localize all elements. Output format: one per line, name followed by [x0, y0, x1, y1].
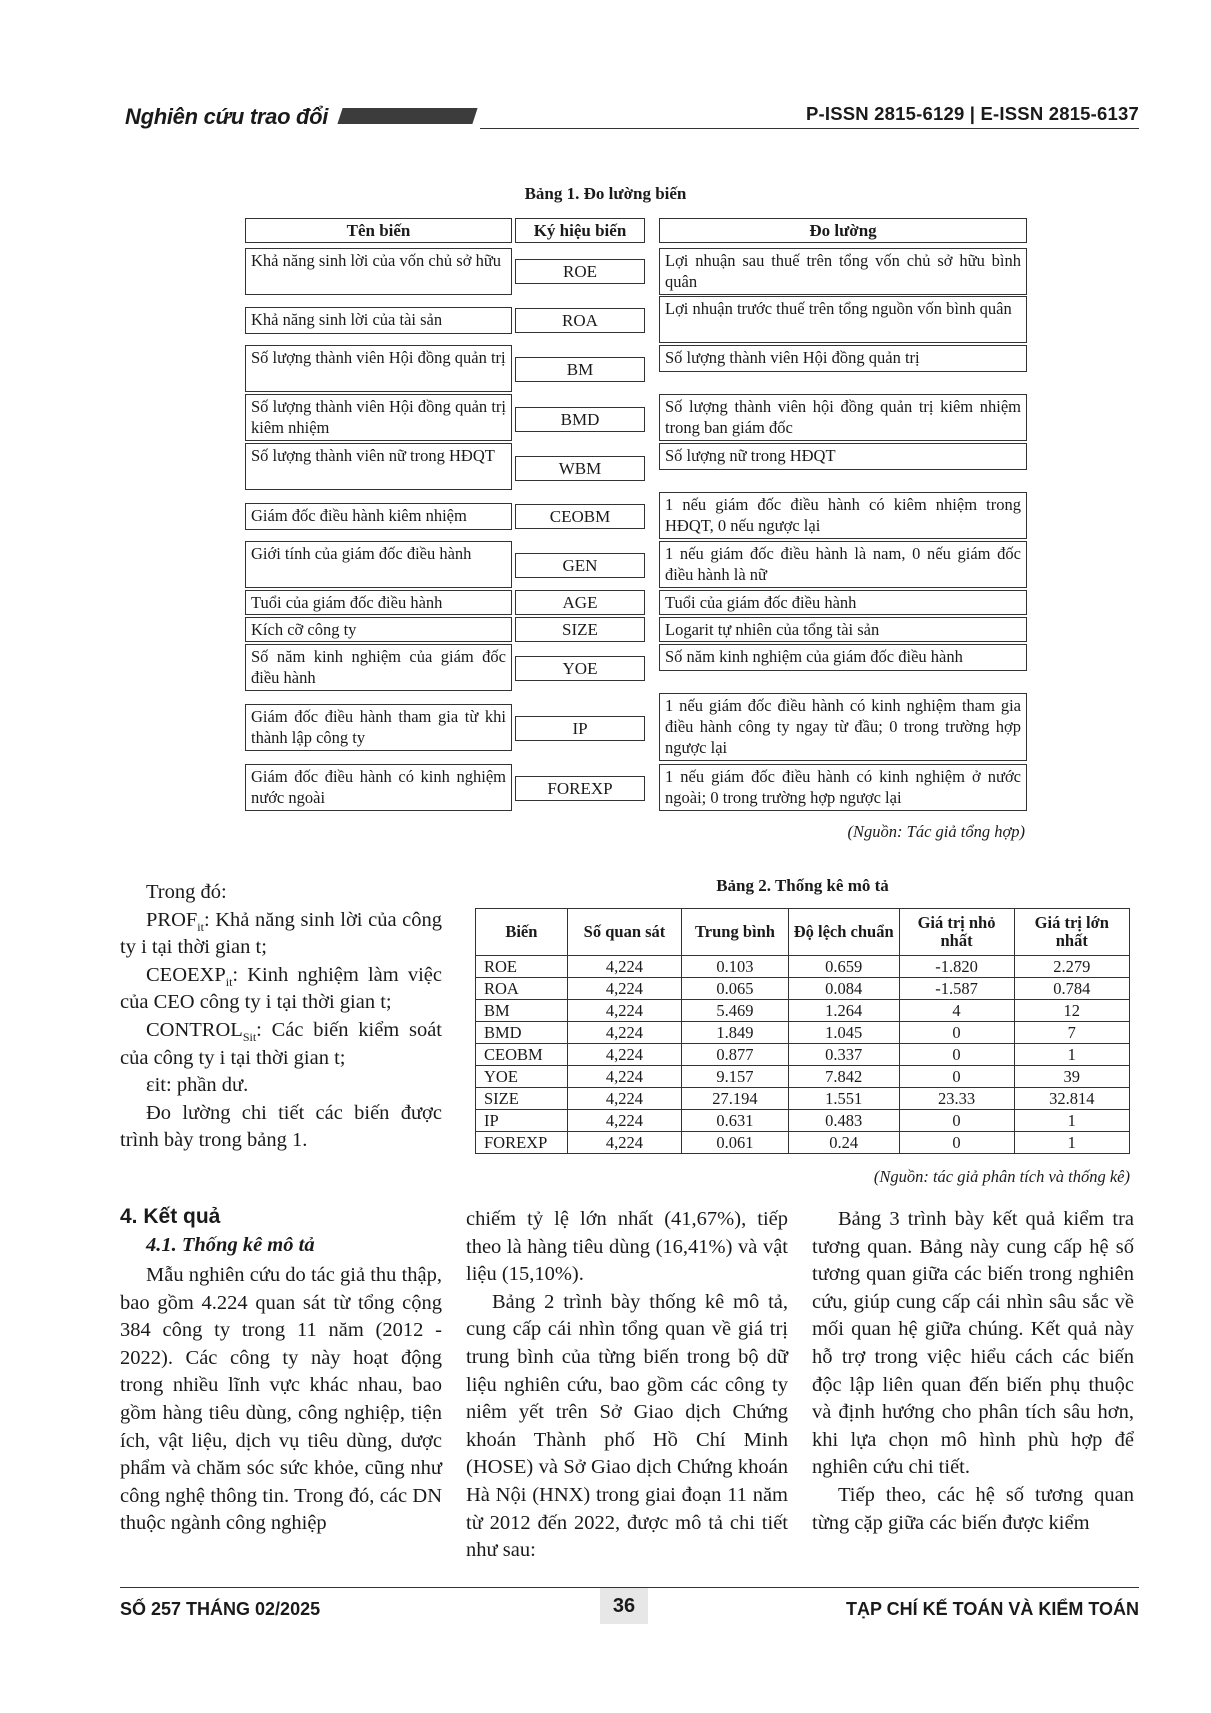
value-cell: 0.877: [682, 1044, 789, 1066]
value-cell: 0.103: [682, 956, 789, 978]
value-cell: 0.659: [788, 956, 899, 978]
table2-header: Số quan sát: [567, 909, 681, 956]
table2-header: Độ lệch chuẩn: [788, 909, 899, 956]
value-cell: 0.24: [788, 1132, 899, 1154]
variable-cell: BM: [476, 1000, 568, 1022]
table1-measure-cell: Lợi nhuận sau thuế trên tổng vốn chủ sở hữu bình quân: [659, 248, 1027, 295]
table2-header: Biến: [476, 909, 568, 956]
definitions-block: [120, 879, 442, 1155]
table1-header-name: Tên biến: [245, 218, 512, 243]
table2-title: Bảng 2. Thống kê mô tả: [716, 876, 889, 895]
table1-measure-cell: Tuổi của giám đốc điều hành: [659, 590, 1027, 615]
value-cell: -1.587: [899, 978, 1014, 1000]
table1-name-cell: Số lượng thành viên nữ trong HĐQT: [245, 443, 512, 490]
value-cell: 0.784: [1014, 978, 1129, 1000]
value-cell: -1.820: [899, 956, 1014, 978]
table-row: [476, 1000, 1130, 1022]
table1-code-cell: BM: [515, 357, 645, 382]
variable-cell: BMD: [476, 1022, 568, 1044]
variable-cell: ROA: [476, 978, 568, 1000]
table-row: [476, 1044, 1130, 1066]
table-row: [476, 1088, 1130, 1110]
table1-measure-cell: Lợi nhuận trước thuế trên tổng nguồn vốn bình quân: [659, 296, 1027, 343]
value-cell: 4,224: [567, 1066, 681, 1088]
table1-source: (Nguồn: Tác giả tổng hợp): [847, 822, 1025, 841]
value-cell: 2.279: [1014, 956, 1129, 978]
table1-measure-cell: 1 nếu giám đốc điều hành có kiêm nhiệm trong HĐQT, 0 nếu ngược lại: [659, 492, 1027, 539]
value-cell: 4,224: [567, 1132, 681, 1154]
value-cell: 1: [1014, 1044, 1129, 1066]
value-cell: 12: [1014, 1000, 1129, 1022]
paragraph: Tiếp theo, các hệ số tương quan từng cặp giữa các biến được kiểm: [812, 1483, 1134, 1534]
value-cell: 1.045: [788, 1022, 899, 1044]
value-cell: 4,224: [567, 1088, 681, 1110]
value-cell: 1.849: [682, 1022, 789, 1044]
table1-code-cell: ROE: [515, 259, 645, 284]
value-cell: 0: [899, 1022, 1014, 1044]
table1-code-cell: IP: [515, 716, 645, 741]
value-cell: 32.814: [1014, 1088, 1129, 1110]
table1-header-code: Ký hiệu biến: [515, 218, 645, 243]
table1-measure-cell: Số lượng nữ trong HĐQT: [659, 443, 1027, 470]
value-cell: 4,224: [567, 1022, 681, 1044]
value-cell: 1: [1014, 1110, 1129, 1132]
table-row: [476, 1022, 1130, 1044]
paragraph: Bảng 3 trình bày kết quả kiểm tra tương quan. Bảng này cung cấp hệ số tương quan giữa các biến trong nghiên cứu, giúp cung cấp cái nhìn sâu sắc về mối quan hệ giữa chúng. Kết quả này hỗ trợ trong việc hiểu cách các biến độc lập liên quan đến biến phụ thuộc và định hướng cho phân tích sâu hơn, khi lựa chọn mô hình phù hợp để nghiên cứu chi tiết.: [812, 1208, 1134, 1479]
table-row: [476, 1132, 1130, 1154]
value-cell: 4,224: [567, 1044, 681, 1066]
value-cell: 39: [1014, 1066, 1129, 1088]
variable-cell: CEOBM: [476, 1044, 568, 1066]
table1-measure-cell: Số năm kinh nghiệm của giám đốc điều hành: [659, 644, 1027, 671]
definition-control: $CONTROL_{Sit}$: Các biến kiểm soát của công ty i tại thời gian t;: [120, 1018, 442, 1069]
value-cell: 1.551: [788, 1088, 899, 1110]
value-cell: 4,224: [567, 1110, 681, 1132]
table1-code-cell: AGE: [515, 590, 645, 615]
table1-name-cell: Số lượng thành viên Hội đồng quản trị: [245, 345, 512, 392]
running-section-title: Nghiên cứu trao đổi: [125, 104, 329, 129]
table1-code-cell: BMD: [515, 407, 645, 432]
table1-measure-cell: 1 nếu giám đốc điều hành có kinh nghiệm tham gia điều hành công ty ngay từ đầu; 0 trong trường hợp ngược lại: [659, 693, 1027, 761]
table1-name-cell: Khả năng sinh lời của tài sản: [245, 307, 512, 334]
paragraph: Bảng 2 trình bày thống kê mô tả, cung cấp cái nhìn tổng quan về giá trị trung bình của từng biến trong bộ dữ liệu nghiên cứu, bao gồm các công ty niêm yết trên Sở Giao dịch Chứng khoán Thành phố Hồ Chí Minh (HOSE) và Sở Giao dịch Chứng khoán Hà Nội (HNX) trong giai đoạn 11 năm từ 2012 đến 2022, được mô tả chi tiết như sau:: [466, 1290, 788, 1562]
page-number: 36: [600, 1588, 648, 1624]
value-cell: 0: [899, 1044, 1014, 1066]
definition-ceoexp: $CEOEXP_{it}$: Kinh nghiệm làm việc của CEO công ty i tại thời gian t;: [120, 963, 442, 1014]
value-cell: 9.157: [682, 1066, 789, 1088]
value-cell: 4,224: [567, 1000, 681, 1022]
table1-measure-cell: Logarit tự nhiên của tổng tài sản: [659, 617, 1027, 642]
table1-measure-cell: 1 nếu giám đốc điều hành là nam, 0 nếu giám đốc điều hành là nữ: [659, 541, 1027, 588]
value-cell: 1: [1014, 1132, 1129, 1154]
table-row: [476, 956, 1130, 978]
table1-code-cell: FOREXP: [515, 776, 645, 801]
body-column-3: [812, 1206, 1134, 1537]
paragraph: Mẫu nghiên cứu do tác giả thu thập, bao gồm 4.224 quan sát từ tổng cộng 384 công ty trong 11 năm (2012 - 2022). Các công ty này hoạt động trong nhiều lĩnh vực khác nhau, bao gồm hàng tiêu dùng, công nghiệp, tiện ích, vật liệu, dịch vụ tiêu dùng, dược phẩm và chăm sóc sức khỏe, cũng như công nghệ thông tin. Trong đó, các DN thuộc ngành công nghiệp: [120, 1264, 442, 1535]
value-cell: 7.842: [788, 1066, 899, 1088]
body-column-1: [120, 1262, 442, 1538]
table-row: [476, 1066, 1130, 1088]
header-decoration-bar: [337, 108, 477, 124]
table1-name-cell: Kích cỡ công ty: [245, 617, 512, 642]
value-cell: 23.33: [899, 1088, 1014, 1110]
table-row: [476, 1110, 1130, 1132]
table-row: [476, 978, 1130, 1000]
variable-cell: SIZE: [476, 1088, 568, 1110]
table1-title: Bảng 1. Đo lường biến: [524, 184, 687, 203]
table1-name-cell: Giám đốc điều hành có kinh nghiệm nước ngoài: [245, 764, 512, 811]
section-heading: 4. Kết quả: [120, 1205, 221, 1228]
table2-header: Trung bình: [682, 909, 789, 956]
table1-code-cell: YOE: [515, 656, 645, 681]
paragraph: chiếm tỷ lệ lớn nhất (41,67%), tiếp theo là hàng tiêu dùng (16,41%) và vật liệu (15,10%).: [466, 1208, 788, 1286]
value-cell: 4,224: [567, 956, 681, 978]
subsection-heading: 4.1. Thống kê mô tả: [146, 1234, 315, 1256]
table1-name-cell: Tuổi của giám đốc điều hành: [245, 590, 512, 615]
table1-code-cell: SIZE: [515, 617, 645, 642]
issn-label: P-ISSN 2815-6129 | E-ISSN 2815-6137: [805, 103, 1139, 124]
table1-code-cell: ROA: [515, 308, 645, 333]
variable-cell: IP: [476, 1110, 568, 1132]
definition-residual: εit: phần dư.: [146, 1074, 249, 1097]
definition-detail: Đo lường chi tiết các biến được trình bày trong bảng 1.: [120, 1101, 442, 1152]
table2-header: Giá trị lớn nhất: [1014, 909, 1129, 956]
table1-name-cell: Giám đốc điều hành kiêm nhiệm: [245, 503, 512, 530]
variable-cell: FOREXP: [476, 1132, 568, 1154]
table1-header-measure: Đo lường: [659, 218, 1027, 243]
value-cell: 0: [899, 1110, 1014, 1132]
table2-source: (Nguồn: tác giả phân tích và thống kê): [873, 1167, 1130, 1186]
value-cell: 7: [1014, 1022, 1129, 1044]
value-cell: 0.483: [788, 1110, 899, 1132]
value-cell: 0.061: [682, 1132, 789, 1154]
value-cell: 27.194: [682, 1088, 789, 1110]
table1-code-cell: WBM: [515, 456, 645, 481]
value-cell: 0.631: [682, 1110, 789, 1132]
definitions-intro: Trong đó:: [146, 881, 227, 903]
table1-name-cell: Giới tính của giám đốc điều hành: [245, 541, 512, 588]
value-cell: 0.084: [788, 978, 899, 1000]
variable-cell: ROE: [476, 956, 568, 978]
table1-measure-cell: 1 nếu giám đốc điều hành có kinh nghiệm ở nước ngoài; 0 trong trường hợp ngược lại: [659, 764, 1027, 811]
value-cell: 0.065: [682, 978, 789, 1000]
table1-measure-cell: Số lượng thành viên Hội đồng quản trị: [659, 345, 1027, 372]
value-cell: 0: [899, 1066, 1014, 1088]
value-cell: 1.264: [788, 1000, 899, 1022]
table1-measure-cell: Số lượng thành viên hội đồng quản trị kiêm nhiệm trong ban giám đốc: [659, 394, 1027, 441]
table1-name-cell: Số lượng thành viên Hội đồng quản trị kiêm nhiệm: [245, 394, 512, 441]
table1-code-cell: GEN: [515, 553, 645, 578]
table2: [475, 908, 1130, 1154]
variable-cell: YOE: [476, 1066, 568, 1088]
value-cell: 4: [899, 1000, 1014, 1022]
table1-name-cell: Số năm kinh nghiệm của giám đốc điều hành: [245, 644, 512, 691]
value-cell: 5.469: [682, 1000, 789, 1022]
journal-name: TẠP CHÍ KẾ TOÁN VÀ KIỂM TOÁN: [845, 1599, 1139, 1619]
issue-label: SỐ 257 THÁNG 02/2025: [120, 1599, 321, 1619]
header-rule: [480, 128, 1139, 129]
table1-name-cell: Khả năng sinh lời của vốn chủ sở hữu: [245, 248, 512, 295]
definition-prof: $PROF_{it}$: Khả năng sinh lời của công ty i tại thời gian t;: [120, 908, 442, 959]
value-cell: 0.337: [788, 1044, 899, 1066]
table2-header: Giá trị nhỏ nhất: [899, 909, 1014, 956]
value-cell: 0: [899, 1132, 1014, 1154]
table1-name-cell: Giám đốc điều hành tham gia từ khi thành lập công ty: [245, 704, 512, 751]
value-cell: 4,224: [567, 978, 681, 1000]
table1-code-cell: CEOBM: [515, 504, 645, 529]
body-column-2: [466, 1206, 788, 1565]
